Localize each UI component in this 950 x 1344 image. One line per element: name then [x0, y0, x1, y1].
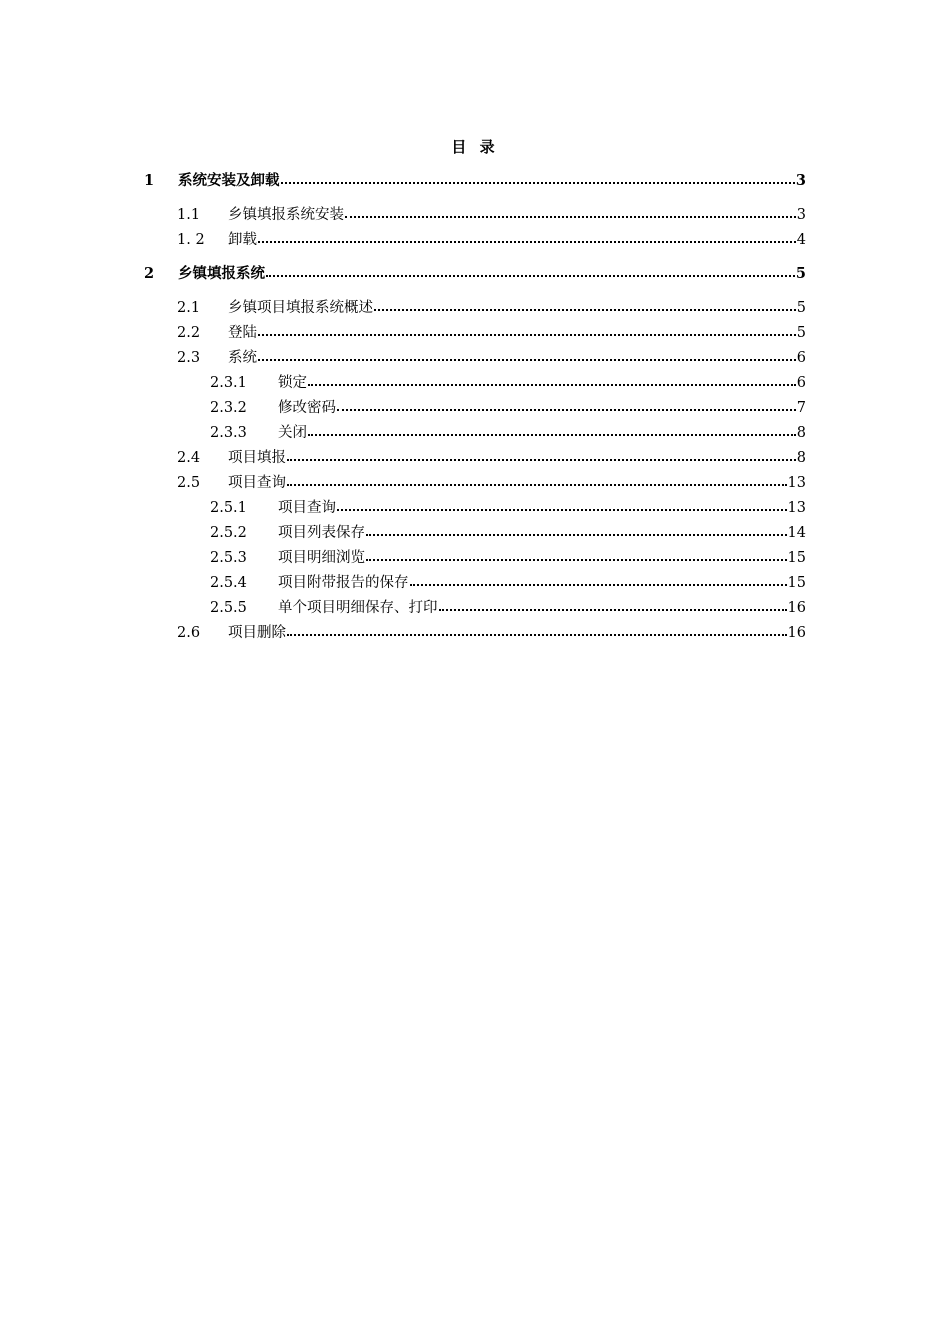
toc-entry-2-5-5[interactable] [210, 598, 806, 618]
toc-entry-page: 3 [795, 172, 806, 189]
toc-entry-page: 5 [795, 265, 806, 282]
dot-leader [308, 423, 796, 437]
toc-entry-label: 项目列表保存 [278, 525, 365, 541]
toc-entry-2-5-4[interactable] [210, 573, 806, 593]
toc-entry-page: 13 [787, 475, 806, 491]
toc-entry-2-5-3[interactable] [210, 548, 806, 568]
toc-entry-number: 2.5.5 [210, 600, 247, 616]
dot-leader [258, 348, 796, 362]
toc-entry-page: 6 [796, 375, 806, 391]
dot-leader [287, 473, 787, 487]
toc-entry-page: 8 [796, 450, 806, 466]
dot-leader [439, 598, 787, 612]
toc-entry-label: 单个项目明细保存、打印 [278, 600, 438, 616]
toc-entry-number: 2 [144, 265, 155, 282]
toc-entry-page: 5 [796, 325, 806, 341]
toc-entry-2-6[interactable] [177, 623, 806, 643]
toc-entry-number: 2.5.3 [210, 550, 247, 566]
dot-leader [266, 264, 795, 278]
toc-entry-1-2[interactable] [177, 230, 806, 250]
dot-leader [258, 230, 796, 244]
toc-entry-number: 2.5.1 [210, 500, 247, 516]
dot-leader [366, 548, 787, 562]
dot-leader [366, 523, 787, 537]
toc-entry-label: 关闭 [278, 425, 307, 441]
dot-leader [287, 448, 796, 462]
toc-entry-label: 项目删除 [228, 625, 286, 641]
toc-title: 目 录 [451, 138, 499, 156]
toc-entry-number: 1 [144, 172, 155, 189]
toc-entry-2-2[interactable] [177, 323, 806, 343]
toc-entry-label: 乡镇项目填报系统概述 [228, 300, 373, 316]
toc-entry-page: 4 [796, 232, 806, 248]
toc-entry-label: 乡镇填报系统 [178, 266, 265, 282]
toc-entry-number: 2.3.2 [210, 400, 247, 416]
dot-leader [258, 323, 796, 337]
toc-entry-number: 2.3.1 [210, 375, 247, 391]
toc-entry-2-5[interactable] [177, 473, 806, 493]
toc-entry-1-1[interactable] [177, 205, 806, 225]
toc-entry-label: 项目明细浏览 [278, 550, 365, 566]
dot-leader [410, 573, 787, 587]
dot-leader [287, 623, 787, 637]
toc-entry-page: 8 [796, 425, 806, 441]
toc-entry-label: 项目查询 [278, 500, 336, 516]
toc-entry-number: 2.5 [177, 475, 201, 491]
toc-entry-number: 1. 2 [177, 232, 205, 248]
dot-leader [281, 171, 795, 185]
toc-entry-label: 乡镇填报系统安装 [228, 207, 344, 223]
toc-entry-2[interactable] [144, 264, 806, 284]
toc-entry-page: 15 [787, 550, 806, 566]
toc-entry-page: 14 [787, 525, 806, 541]
dot-leader [337, 398, 796, 412]
dot-leader [374, 298, 796, 312]
toc-entry-2-3[interactable] [177, 348, 806, 368]
toc-entry-page: 16 [787, 625, 806, 641]
toc-entry-number: 2.6 [177, 625, 201, 641]
toc-entry-label: 登陆 [228, 325, 257, 341]
toc-entry-page: 3 [796, 207, 806, 223]
toc-entry-2-1[interactable] [177, 298, 806, 318]
toc-entry-2-3-3[interactable] [210, 423, 806, 443]
toc-entry-page: 13 [787, 500, 806, 516]
toc-entry-label: 项目填报 [228, 450, 286, 466]
toc-entry-label: 系统 [228, 350, 257, 366]
toc-entry-number: 2.1 [177, 300, 201, 316]
toc-entry-label: 项目附带报告的保存 [278, 575, 409, 591]
toc-entry-number: 1.1 [177, 207, 201, 223]
toc-entry-number: 2.3.3 [210, 425, 247, 441]
dot-leader [308, 373, 796, 387]
toc-entry-number: 2.2 [177, 325, 201, 341]
toc-entry-label: 卸载 [228, 232, 257, 248]
toc-entry-label: 修改密码 [278, 400, 336, 416]
toc-entry-page: 15 [787, 575, 806, 591]
toc-entry-number: 2.4 [177, 450, 201, 466]
toc-entry-page: 6 [796, 350, 806, 366]
toc-entry-2-3-2[interactable] [210, 398, 806, 418]
toc-entry-number: 2.5.4 [210, 575, 247, 591]
toc-entry-page: 7 [796, 400, 806, 416]
toc-entry-page: 5 [796, 300, 806, 316]
toc-entry-page: 16 [787, 600, 806, 616]
toc-entry-number: 2.3 [177, 350, 201, 366]
toc-entry-label: 项目查询 [228, 475, 286, 491]
toc-entry-number: 2.5.2 [210, 525, 247, 541]
dot-leader [345, 205, 796, 219]
toc-entry-2-4[interactable] [177, 448, 806, 468]
toc-entry-1[interactable] [144, 171, 806, 191]
toc-entry-label: 系统安装及卸载 [178, 173, 280, 189]
toc-entry-2-5-1[interactable] [210, 498, 806, 518]
toc-entry-label: 锁定 [278, 375, 307, 391]
toc-entry-2-3-1[interactable] [210, 373, 806, 393]
dot-leader [337, 498, 787, 512]
toc-entry-2-5-2[interactable] [210, 523, 806, 543]
